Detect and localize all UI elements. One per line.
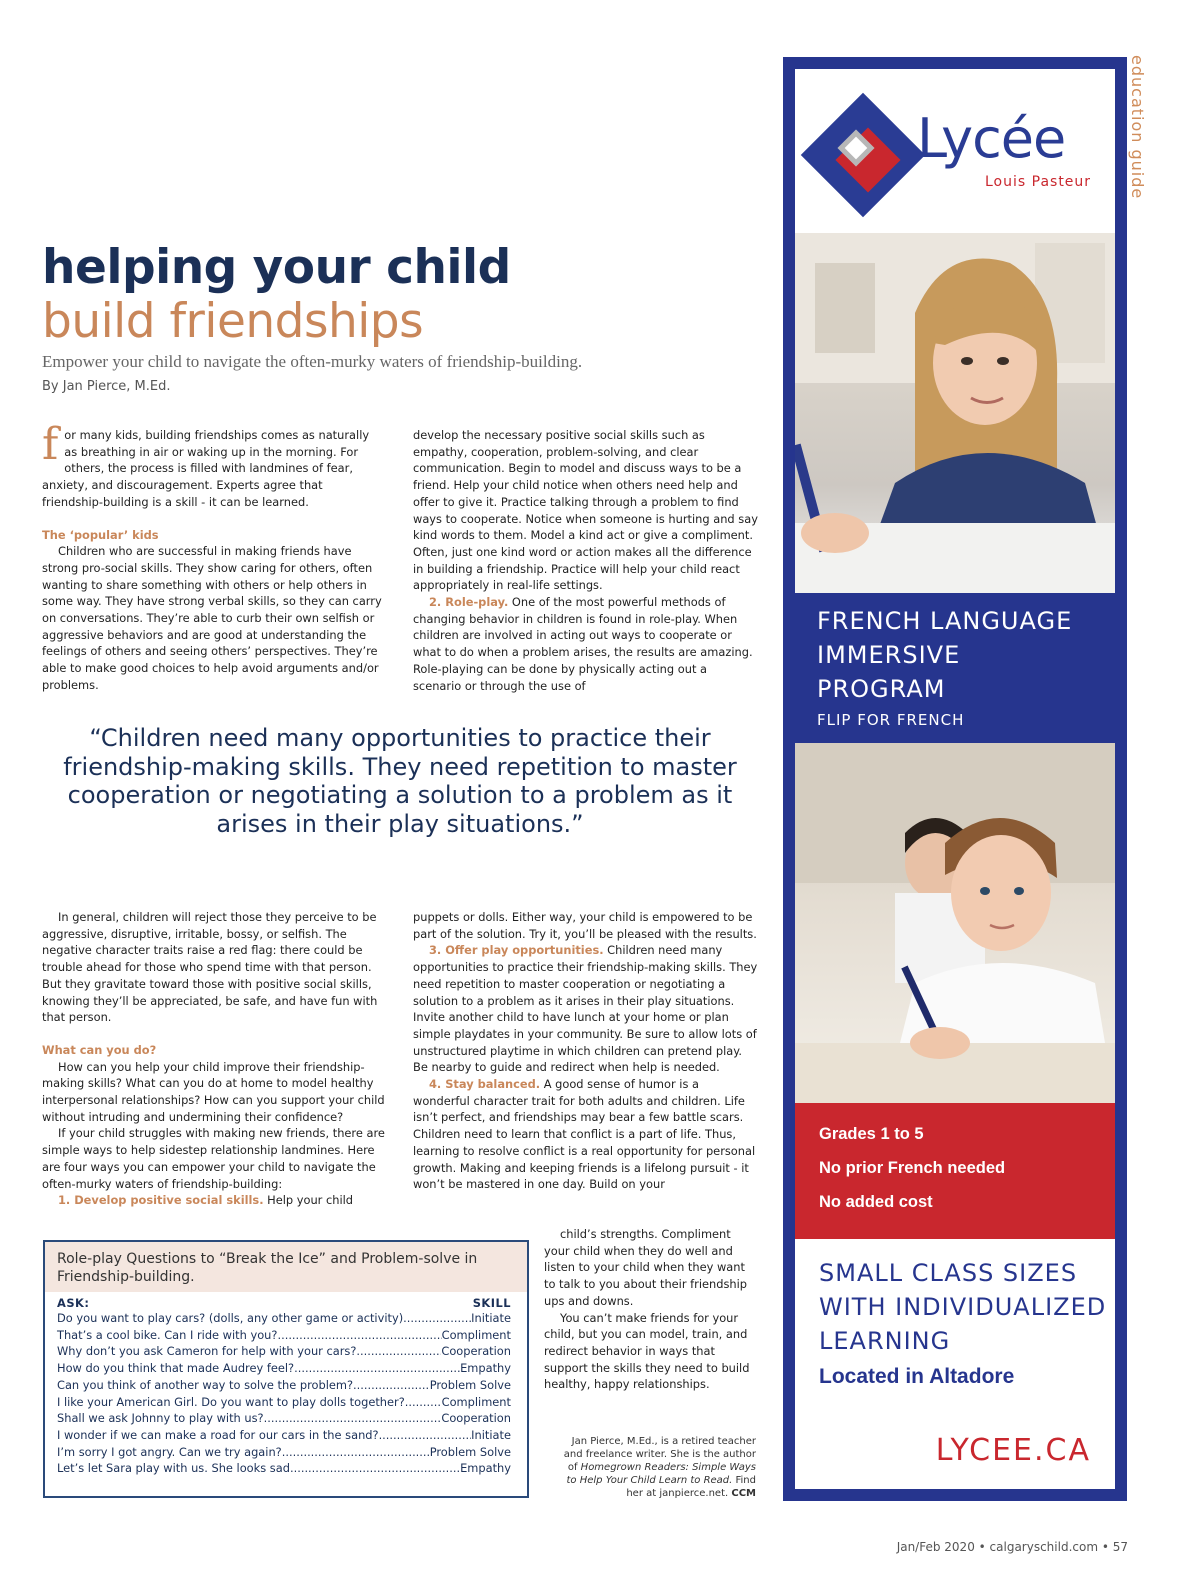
leader-dots	[294, 1360, 460, 1377]
features-banner	[795, 1103, 1115, 1239]
class-size-line-2: WITH INDIVIDUALIZED	[819, 1293, 1107, 1321]
leader-dots	[405, 1394, 442, 1411]
boy-photo-illustration	[795, 743, 1115, 1103]
leader-dots	[277, 1327, 441, 1344]
skill-text: Initiate	[471, 1311, 511, 1325]
author-bio-text: Jan Pierce, M.Ed., is a retired teacher and freelance writer. She is the author of	[563, 1436, 756, 1473]
page-footer: Jan/Feb 2020 • calgaryschild.com • 57	[896, 1540, 1128, 1554]
skill-text: Cooperation	[441, 1344, 511, 1359]
column-1-top	[42, 419, 385, 694]
question-row	[45, 1394, 527, 1411]
class-size-line-1: SMALL CLASS SIZES	[819, 1259, 1078, 1287]
skill-text: Empathy	[460, 1461, 511, 1476]
roleplay-questions-box	[43, 1240, 529, 1498]
logo-subtitle: Louis Pasteur	[985, 174, 1092, 190]
program-banner	[795, 593, 1115, 743]
skill-text: Initiate	[471, 1427, 511, 1442]
reject-text: In general, children will reject those they perceive to be aggressive, disruptive, irritable, bossy, or selfish. The negative character traits raise a red flag: there could be trouble ahead for those who spend time with that person. But they gravitate toward those with positive social skills, knowing they’ll be appreciated, be safe, and have fun with that person.	[42, 910, 378, 1025]
article-title-line1: helping your child	[42, 240, 511, 295]
question-row	[45, 1360, 527, 1377]
banner-line-1: FRENCH LANGUAGE	[817, 607, 1073, 635]
leader-dots	[379, 1427, 472, 1444]
feature-grades: Grades 1 to 5	[819, 1125, 924, 1143]
question-text: That’s a cool bike. Can I ride with you?	[57, 1327, 278, 1342]
puppets-text: puppets or dolls. Either way, your child is empowered to be part of the solution. Try it, you’ll be pleased with the results.	[413, 910, 757, 941]
photo-boy-writing	[795, 743, 1115, 1103]
article-subtitle: Empower your child to navigate the often-murky waters of friendship-building.	[42, 352, 583, 371]
feature-no-prior-french: No prior French needed	[819, 1159, 1006, 1177]
question-text: Shall we ask Johnny to play with us?	[57, 1411, 264, 1426]
offer-heading: 3. Offer play opportunities.	[429, 943, 604, 958]
questions-box-columns	[45, 1292, 527, 1310]
question-text: Do you want to play cars? (dolls, any other game or activity)	[57, 1311, 404, 1325]
leader-dots	[353, 1377, 430, 1394]
lycee-logo	[795, 69, 1115, 233]
leader-dots	[403, 1310, 471, 1327]
girl-photo-illustration	[795, 233, 1115, 593]
article-title-line2: build friendships	[42, 294, 424, 349]
question-row	[45, 1444, 527, 1461]
article-byline: By Jan Pierce, M.Ed.	[42, 379, 171, 394]
question-row	[45, 1427, 527, 1444]
question-row	[45, 1377, 527, 1394]
question-text: I wonder if we can make a road for our cars in the sand?	[57, 1427, 379, 1442]
question-row	[45, 1310, 527, 1327]
develop-text: Help your child	[263, 1193, 354, 1208]
banner-line-2: IMMERSIVE	[817, 641, 961, 669]
skill-text: Compliment	[441, 1327, 511, 1342]
question-text: Let’s let Sara play with us. She looks sad.	[57, 1461, 294, 1476]
questions-box-title: Role-play Questions to “Break the Ice” and Problem-solve in Friendship-building.	[45, 1242, 527, 1292]
section-tab	[1128, 55, 1158, 205]
offer-paragraph	[413, 942, 758, 1076]
develop-heading: 1. Develop positive social skills.	[58, 1193, 264, 1208]
lycee-advertisement[interactable]	[783, 57, 1127, 1501]
banner-line-3: PROGRAM	[817, 675, 946, 703]
questions-list	[45, 1310, 527, 1477]
pull-quote: “Children need many opportunities to practice their friendship-making skills. They need repetition to master cooperation or negotiating a solution to a problem as it arises in their play situations.”	[63, 724, 737, 838]
column-2-bottom	[413, 909, 758, 1193]
ask-column-header: ASK:	[57, 1296, 90, 1310]
location-text: Located in Altadore	[819, 1365, 1015, 1388]
four-ways-text: If your child struggles with making new friends, there are simple ways to help sidestep relationship landmines. Here are four ways you can empower your child to navigate the often-murky waters of friendship-building:	[42, 1126, 385, 1191]
column-2-top	[413, 427, 758, 694]
heading-what-can-you-do: What can you do?	[42, 1042, 157, 1057]
logo-name: Lycée	[917, 107, 1066, 170]
develop-paragraph	[42, 1192, 387, 1209]
photo-girl-writing	[795, 233, 1115, 593]
question-text: I like your American Girl. Do you want to play dolls together?	[57, 1394, 405, 1409]
drop-cap: f	[42, 419, 59, 470]
flip-for-french: FLIP FOR FRENCH	[817, 711, 965, 729]
ccm-mark: CCM	[731, 1488, 756, 1499]
skill-text: Problem Solve	[429, 1444, 511, 1459]
author-bio	[556, 1435, 756, 1500]
section-tab-label: education guide	[1128, 55, 1147, 200]
leader-dots	[264, 1410, 442, 1427]
closing-text: You can’t make friends for your child, but you can model, train, and redirect behavior in ways that support the skills they need to build healthy, happy relationships.	[544, 1310, 750, 1392]
leader-dots	[282, 1444, 430, 1461]
balanced-text: A good sense of humor is a wonderful character trait for both adults and children. Life isn’t perfect, and friendships may bear a few battle scars. Children need to learn that conflict is a part of life. Thus, learning to resolve conflict is a real opportunity for personal growth. Making and keeping friends is a lifelong pursuit - it won’t be mastered in one day. Build on your	[413, 1077, 756, 1192]
skill-text: Empathy	[460, 1361, 511, 1376]
skill-column-header: SKILL	[472, 1296, 511, 1310]
balanced-paragraph	[413, 1076, 758, 1193]
skill-text: Cooperation	[441, 1411, 511, 1426]
question-row	[45, 1343, 527, 1360]
question-row	[45, 1460, 527, 1477]
question-text: Can you think of another way to solve the problem?	[57, 1377, 354, 1392]
skill-text: Compliment	[441, 1394, 511, 1409]
ad-inner-panel	[795, 69, 1115, 1489]
column-3-bottom	[544, 1226, 758, 1393]
column-1-bottom	[42, 909, 387, 1209]
strengths-text: child’s strengths. Compliment your child when they do well and listen to your child when they want to talk to you about their friendship ups and downs.	[544, 1227, 748, 1308]
question-row	[45, 1410, 527, 1427]
question-text: How do you think that made Audrey feel?	[57, 1361, 295, 1376]
intro-paragraph	[42, 419, 385, 511]
leader-dots	[356, 1343, 441, 1360]
author-website-text: Find her at janpierce.net.	[626, 1475, 756, 1499]
website-link[interactable]: LYCEE.CA	[935, 1433, 1091, 1468]
how-can-you-help-text: How can you help your child improve their friendship-making skills? What can you do at home to model healthy interpersonal relationships? How can you support your child without intruding and undermining their confidence?	[42, 1059, 385, 1124]
roleplay-paragraph	[413, 594, 758, 694]
balanced-heading: 4. Stay balanced.	[429, 1077, 541, 1092]
roleplay-text: One of the most powerful methods of changing behavior in children is found in role-play. When children are involved in acting out ways to cooperate or what to do when a problem arises, the results are amazing. Role-playing can be done by physically acting out a scenario or through the use of	[413, 595, 753, 693]
feature-no-added-cost: No added cost	[819, 1193, 933, 1211]
social-skills-text: develop the necessary positive social skills such as empathy, cooperation, problem-solving, and clear communication. Begin to model and discuss ways to be a friend. Help your child notice when others need help and offer to give it. Practice talking through a problem to find ways to cooperate. Notice when someone is hurting and say kind words to them. Model a kind act or give a compliment. Often, just one kind word or action makes all the difference in building a friendship. Practice will help your child react appropriately in real-life settings.	[413, 428, 758, 593]
class-size-line-3: LEARNING	[819, 1327, 951, 1355]
question-text: Why don’t you ask Cameron for help with your cars?	[57, 1344, 357, 1359]
skill-text: Problem Solve	[429, 1377, 511, 1392]
question-text: I’m sorry I got angry. Can we try again?	[57, 1444, 282, 1459]
intro-text: or many kids, building friendships comes as naturally as breathing in air or waking up in the morning. For others, the process is filled with landmines of fear, anxiety, and discouragement. Experts agree that friendship-building is a skill - it can be learned.	[42, 428, 370, 509]
leader-dots	[294, 1460, 460, 1477]
heading-popular-kids: The ‘popular’ kids	[42, 527, 159, 542]
roleplay-heading: 2. Role-play.	[429, 595, 509, 610]
offer-text: Children need many opportunities to practice their friendship-making skills. They need repetition to master cooperation or negotiating a solution to a problem as it arises in their play situations. Invite another child to have lunch at your home or plan simple playdates in your community. Be sure to allow lots of unstructured playtime in which children can pretend play. Be nearby to guide and redirect when help is needed.	[413, 943, 758, 1075]
author-book-title: Homegrown Readers: Simple Ways to Help Your Child Learn to Read.	[566, 1462, 756, 1486]
question-row	[45, 1327, 527, 1344]
popular-kids-text: Children who are successful in making friends have strong pro-social skills. They show caring for others, often wanting to share something with others or help others in some way. They have strong verbal skills, so they can carry on conversations. They’re able to curb their own selfish or aggressive behaviors and are good at understanding the feelings of others and seeing others’ perspectives. They’re able to make good choices to help avoid arguments and/or problems.	[42, 544, 382, 692]
